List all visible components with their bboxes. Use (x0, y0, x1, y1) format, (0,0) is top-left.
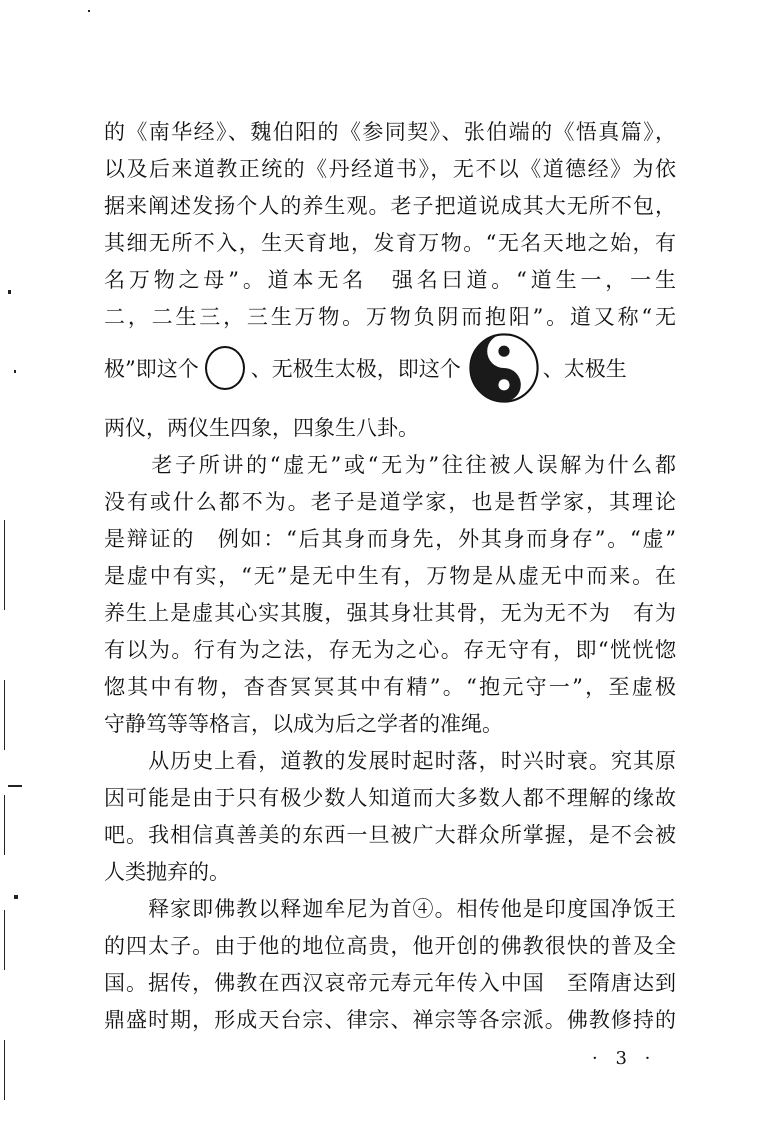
text-line: 没有或什么都不为。老子是道学家，也是哲学家，其理论 (104, 490, 676, 514)
text-line: 吧。我相信真善美的东西一旦被广大群众所掌握，是不会被 (104, 823, 676, 847)
text-line: 有以为。行有为之法，存无为之心。存无守有，即“恍恍惚 (104, 638, 676, 662)
scan-edge-line (4, 795, 5, 855)
text-segment: 、无极生太极，即这个 (250, 357, 461, 381)
text-line: 的四太子。由于他的地位高贵，他开创的佛教很快的普及全 (104, 934, 676, 958)
text-line: 从历史上看，道教的发展时起时落，时兴时衰。究其原 (104, 749, 676, 773)
text-line: 养生上是虚其心实其腹，强其身壮其骨，无为无不为 有为 (104, 601, 676, 625)
text-line: 据来阐述发扬个人的养生观。老子把道说成其大无所不包， (104, 194, 676, 218)
taiji-yin-yang-icon (469, 333, 539, 403)
page-number: · 3 · (592, 1048, 657, 1069)
text-line: 两仪，两仪生四象，四象生八卦。 (104, 416, 419, 440)
scan-speck (14, 370, 16, 373)
text-line: 鼎盛时期，形成天台宗、律宗、禅宗等各宗派。佛教修持的 (104, 1008, 676, 1032)
scan-edge-line (4, 910, 5, 970)
text-line: 因可能是由于只有极少数人知道而大多数人都不理解的缘故 (104, 786, 676, 810)
text-segment: 极”即这个 (104, 357, 199, 381)
scan-speck (14, 895, 18, 899)
text-line: 守静笃等等格言，以成为后之学者的准绳。 (104, 712, 503, 736)
text-line: 是虚中有实，“无”是无中生有，万物是从虚无中而来。在 (104, 564, 676, 588)
text-line: 惚其中有物，杳杳冥冥其中有精”。“抱元守一”，至虚极 (104, 675, 676, 699)
text-line: 以及后来道教正统的《丹经道书》，无不以《道德经》为依 (104, 157, 676, 181)
scan-speck (8, 290, 11, 294)
text-line: 老子所讲的“虚无”或“无为”往往被人误解为什么都 (104, 453, 676, 477)
text-line: 国。据传，佛教在西汉哀帝元寿元年传入中国 至隋唐达到 (104, 971, 676, 995)
text-line: 人类抛弃的。 (104, 860, 230, 884)
scan-edge-line (4, 1040, 5, 1100)
text-line: 是辩证的 例如：“后其身而身先，外其身而身存”。“虚” (104, 527, 676, 551)
scan-speck (8, 785, 22, 787)
text-line: 其细无所不入，生天育地，发育万物。“无名天地之始，有 (104, 231, 676, 255)
text-segment: 、太极生 (542, 357, 627, 381)
text-line: 的《南华经》、魏伯阳的《参同契》、张伯端的《悟真篇》， (104, 120, 676, 144)
text-line: 二，二生三，三生万物。万物负阴而抱阳”。道又称“无 (104, 305, 676, 329)
text-line: 名万物之母”。道本无名 强名曰道。“道生一，一生 (104, 268, 676, 292)
scan-edge-line (4, 520, 5, 610)
wuji-taiji-line (104, 338, 676, 398)
wuji-circle-icon (205, 346, 245, 390)
text-line: 释家即佛教以释迦牟尼为首④。相传他是印度国净饭王 (104, 897, 676, 921)
scan-speck (88, 10, 90, 12)
scan-edge-line (4, 680, 5, 750)
